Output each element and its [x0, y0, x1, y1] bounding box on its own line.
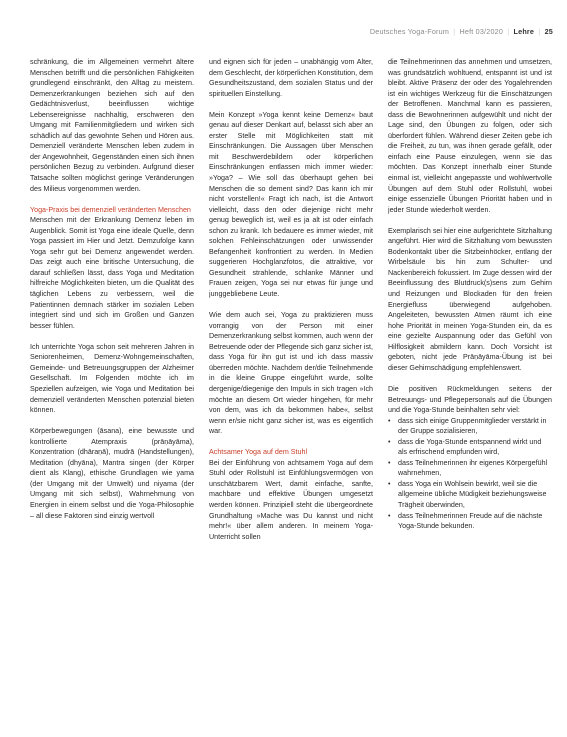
feedback-list — [388, 416, 552, 532]
text-column-3 — [388, 57, 552, 727]
paragraph: Körperbewegungen (āsana), eine bewusste und kontrollierte Atempraxis (prāṇāyāma), Konzentration (dhāraṇā), mudrā (Handstellungen), Meditation (dhyāna), Mantra singen (der Körper dient als Klang), ethische Grundlagen wie yama (der Umgang mit der Umwelt) und niyama (der Umgang mit sich selbst), Wahrnehmung von Energien in einem selbst und die Yoga-Philosophie – all diese Faktoren sind einzig wertvoll — [30, 427, 194, 520]
text-column-2 — [209, 57, 373, 727]
text-column-1 — [30, 57, 194, 727]
list-item: • dass Teilnehmerinnen ihr eigenes Körpergefühl wahrnehmen, — [388, 458, 552, 479]
paragraph: Bei der Einführung von achtsamem Yoga auf dem Stuhl oder Rollstuhl ist Einfühlungsvermögen von unschätzbarem Wert, damit einfache, sanfte, machbare und effektive Übungen umgesetzt werden können. Prinzipiell steht die übergeordnete Grundhaltung »Mache was Du kannst und nicht mehr!« über allem anderen. In meinem Yoga-Unterricht sollen — [209, 458, 373, 541]
paragraph: schränkung, die im Allgemeinen vermehrt ältere Menschen betrifft und die persönlichen Fähigkeiten grundlegend einschränkt, den Alltag zu meistern. Demenzerkrankungen beziehen sich auf den Gedächtnisverlust, beeinflussen wichtige Lebensereignisse nachhaltig, erschweren den Umgang mit Familienmitgliedern und wirken sich schädlich auf das gewohnte Sehen und Hören aus. Demenziell veränderte Menschen leben zudem in der Angewohnheit, Gegenständen einen sich ihnen persönlichen Bezug zu verbinden. Aufgrund dieser Tatsache sollten möglichst geringe Veränderungen des Milieus vorgenommen werden. — [30, 58, 194, 193]
article-body — [30, 57, 552, 727]
paragraph: Wie dem auch sei, Yoga zu praktizieren muss vorrangig von der Person mit einer Demenzerkrankung selbst kommen, auch wenn der Betreuende oder der Pflegende sich ganz sicher ist, dass Yoga für ihn gut ist und ich dass massiv überreden möchte. Nachdem der/die Teilnehmende in die kleine Gruppe eingeführt wurde, sollte dergenige/diegenige den Impuls in sich tragen »Ich möchte an diesem Ort wieder hingehen, für mehr von dem, was ich da bekommen habe«, selbst wenn er/sie nicht ganz sicher ist, was es eigentlich war. — [209, 311, 373, 436]
header-separator: | — [507, 27, 510, 36]
paragraph: Die positiven Rückmeldungen seitens der Betreuungs- und Pflegepersonals auf die Übungen und die Yoga-Stunde beinhalten sehr viel: — [388, 384, 552, 415]
list-item: • dass Teilnehmerinnen Freude auf die nächste Yoga-Stunde bekunden. — [388, 511, 552, 532]
section-heading: Achtsamer Yoga auf dem Stuhl — [209, 448, 308, 457]
header-separator: | — [538, 27, 541, 36]
paragraph: und eignen sich für jeden – unabhängig vom Alter, dem Geschlecht, der körperlichen Konstitution, dem Gesundheitszustand, dem sozialen Status und der spirituellen Einstellung. — [209, 58, 373, 98]
page-number: 25 — [544, 27, 553, 36]
section-heading: Yoga-Praxis bei demenziell veränderten Menschen — [30, 205, 191, 214]
issue-label: Heft 03/2020 — [459, 27, 504, 36]
section-label: Lehre — [513, 27, 535, 36]
list-item: • dass die Yoga-Stunde entspannend wirkt und als erfrischend empfunden wird, — [388, 437, 552, 458]
list-item: • dass sich einige Gruppenmitglieder verstärkt in der Gruppe sozialisieren, — [388, 416, 552, 437]
paragraph: Mein Konzept »Yoga kennt keine Demenz« baut genau auf dieser Denkart auf, belasst sich aber an erster Stelle mit Möglichkeiten statt mit Einschränkungen. Die Aussagen über Menschen mit Beschwerdebildern oder körperlichen Einschränkungen entlassen mich immer wieder: »Yoga? – Wie soll das überhaupt gehen bei Menschen die so dement sind? Das kann ich mir nicht vorstellen!« Fragt ich nach, ist die Antwort vielleicht, dass den oder diejenige nicht mehr genug beweglich ist, weil es ja alt ist oder einfach schon zu krank. Ich bedauere es immer wieder, mit solchen Fehleinschätzungen oder unwissender Befangenheit konfrontiert zu werden. In Medien suggerieren Hochglanzfotos, die attraktive, vor Gesundheit strahlende, schlanke Männer und Frauen zeigen, Yoga sei nur etwas für junge und junggebliebene Leute. — [209, 110, 373, 299]
journal-name: Deutsches Yoga-Forum — [369, 27, 449, 36]
header-separator: | — [453, 27, 456, 36]
list-item: • dass Yoga ein Wohlsein bewirkt, weil sie die allgemeine übliche Müdigkeit beziehungsweise Trägheit überwinden, — [388, 479, 552, 511]
paragraph: die Teilnehmerinnen das annehmen und umsetzen, was grundsätzlich wohltuend, entspannt ist und ist bleibt. Aktive Präsenz der oder des Yogalehrenden ist ein wichtiges Werkzeug für die Einschätzungen der Betroffenen. Manchmal kann es passieren, dass die Bewohnerinnen aufgewühlt und nicht der Lage sind, den Übungen zu folgen, oder sich überfordert fühlen. Während dieser Zeiten gebe ich die Freiheit, zu tun, was ihnen gerade gefällt, oder einfach eine Pause einzulegen, wenn sie das möchten. Das Konzept innerhalb einer Stunde einmal ist, vielleicht angepasste und wohlwertvolle Übungen auf dem Stuhl oder Rollstuhl, wobei einige essenzielle Übungen Priorität haben und in jeder Stunde wiederholt werden. — [388, 58, 552, 214]
paragraph: Menschen mit der Erkrankung Demenz leben im Augenblick. Somit ist Yoga eine ideale Quelle, denn Yoga passiert im Hier und Jetzt. Demzufolge kann Yoga sehr gut bei Demenz angewendet werden. Das zeigt auch eine britische Untersuchung, die darauf schließen lässt, dass Yoga und Meditation hilfreiche Möglichkeiten bieten, um die Qualität des täglichen Lebens zu verbessern, weil die Patientinnen demnach stärker im sozialen Leben integriert sind und sich im Großen und Ganzen besser fühlen. — [30, 216, 194, 330]
running-header — [370, 27, 553, 36]
paragraph: Exemplarisch sei hier eine aufgerichtete Sitzhaltung angeführt. Hier wird die Sitzhaltung vom bewussten Bodenkontakt über die Sitzbeinhöcker, entlang der Wirbelsäule bis hin zum Schulter- und Nackenbereich fokussiert. Im Zuge dessen wird der Beeinflussung des Blutdruck(s)sens zum Gehirn und Reizungen und Blockaden für den freien Energiefluss überwiegend aufgehoben. Angeleiteten, bewussten Atmen räumt ich eine hohe Priorität in meinen Yoga-Stunden ein, da es eine gezielte Auspannung oder das Gefühl von Hilflosigkeit abmildern kann. Doch Vorsicht ist geboten, nicht jede Prāṇāyāma-Übung ist bei dieser Gehirnschädigung empfehlenswert. — [388, 226, 552, 372]
paragraph: Ich unterrichte Yoga schon seit mehreren Jahren in Seniorenheimen, Demenz-Wohngemeinschaften, Gemeinde- und Betreuungsgruppen der Alzheimer Gesellschaft. Im Folgenden möchte ich im Speziellen aufzeigen, wie Yoga und Meditation bei demenziell veränderten Menschen potenzial bieten können. — [30, 342, 194, 415]
